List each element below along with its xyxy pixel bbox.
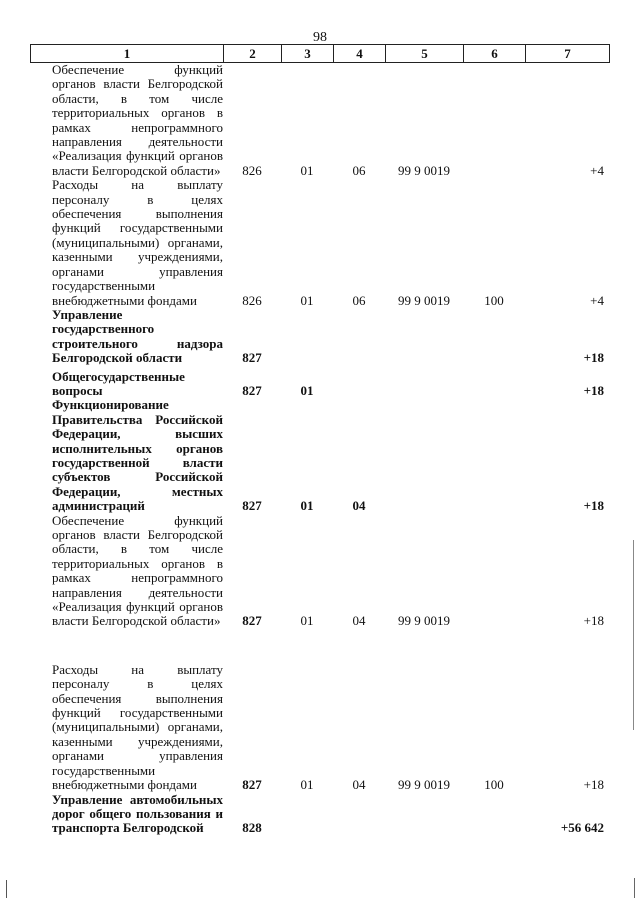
table-body [30,63,610,836]
table-row [30,663,610,793]
header-col-6: 6 [464,45,526,62]
row-code: 826 [242,162,262,178]
header-col-7: 7 [564,46,571,61]
row-section [281,793,333,836]
scan-edge-mark [634,878,635,898]
table-row [30,370,610,399]
scan-edge-mark [633,540,634,730]
row-subsection [333,793,385,836]
row-section: 01 [300,382,314,398]
row-expense-type: 100 [484,777,504,793]
row-target-item: 99 9 0019 [398,613,450,629]
row-section: 01 [300,292,314,308]
row-description: Общегосударственные вопросы [52,368,185,398]
row-target-item: 99 9 0019 [398,777,450,793]
row-section: 01 [300,162,314,178]
row-section: 01 [300,498,314,514]
row-target-item: 99 9 0019 [398,162,450,178]
row-code: 827 [242,613,262,629]
row-description: Управление государственного строительного надзора Белгородской области [52,306,223,366]
header-col-1: 1 [31,45,224,62]
row-section: 01 [300,613,314,629]
row-amount: +4 [590,162,604,178]
row-subsection: 06 [352,162,366,178]
row-target-item [385,793,463,836]
row-code: 826 [242,292,262,308]
row-code: 828 [242,820,262,836]
row-description: Управление автомобильных дорог общего пользования и транспорта Белгородской [52,791,223,836]
row-subsection [333,308,385,366]
row-target-item: 99 9 0019 [398,292,450,308]
row-description: Расходы на выплату персоналу в целях обеспечения выполнения функций государственными (муниципальными) органами, казенными учреждениями, органами управления государственными внебюджетными фондами [52,661,223,793]
row-code: 827 [242,498,262,514]
row-expense-type [463,793,525,836]
row-subsection: 04 [352,498,366,514]
table-header [30,44,610,63]
row-code: 827 [242,777,262,793]
row-amount: +56 642 [560,820,604,836]
row-amount: +18 [583,613,604,629]
table-row [30,308,610,366]
row-subsection: 04 [352,777,366,793]
table-row [30,514,610,629]
row-expense-type [463,370,525,399]
table-row [30,398,610,513]
row-amount: +18 [583,350,604,366]
row-amount: +18 [583,498,604,514]
header-col-2: 2 [224,45,282,62]
row-description: Обеспечение функций органов власти Белгородской области, в том числе территориальных органов в рамках непрограммного направления деятельности «Реализация функций органов власти Белгородской области» [52,62,223,178]
table-row [30,178,610,308]
row-target-item [385,398,463,513]
row-subsection: 06 [352,292,366,308]
row-target-item [385,308,463,366]
row-amount: +18 [583,777,604,793]
header-col-3: 3 [282,45,334,62]
row-expense-type [463,63,525,178]
row-code: 827 [242,350,262,366]
header-col-4: 4 [334,45,386,62]
row-subsection [333,370,385,399]
row-description: Расходы на выплату персоналу в целях обеспечения выполнения функций государственными (муниципальными) органами, казенными учреждениями, органами управления государственными внебюджетными фондами [52,177,223,308]
row-target-item [385,370,463,399]
page-number: 98 [313,30,327,45]
row-code: 827 [242,382,262,398]
row-expense-type [463,308,525,366]
row-section [281,308,333,366]
table-row [30,793,610,836]
row-expense-type: 100 [484,292,504,308]
row-description: Обеспечение функций органов власти Белгородской области, в том числе территориальных органов в рамках непрограммного направления деятельности «Реализация функций органов власти Белгородской области» [52,512,223,629]
table-row [30,63,610,178]
row-expense-type [463,398,525,513]
row-amount: +4 [590,292,604,308]
row-description: Функционирование Правительства Российской Федерации, высших исполнительных органов государственной власти субъектов Российской Федерации, местных администраций [52,397,223,514]
row-section: 01 [300,777,314,793]
header-col-5: 5 [386,45,464,62]
row-expense-type [463,514,525,629]
row-amount: +18 [583,382,604,398]
row-subsection: 04 [352,613,366,629]
scan-edge-mark [6,880,7,898]
